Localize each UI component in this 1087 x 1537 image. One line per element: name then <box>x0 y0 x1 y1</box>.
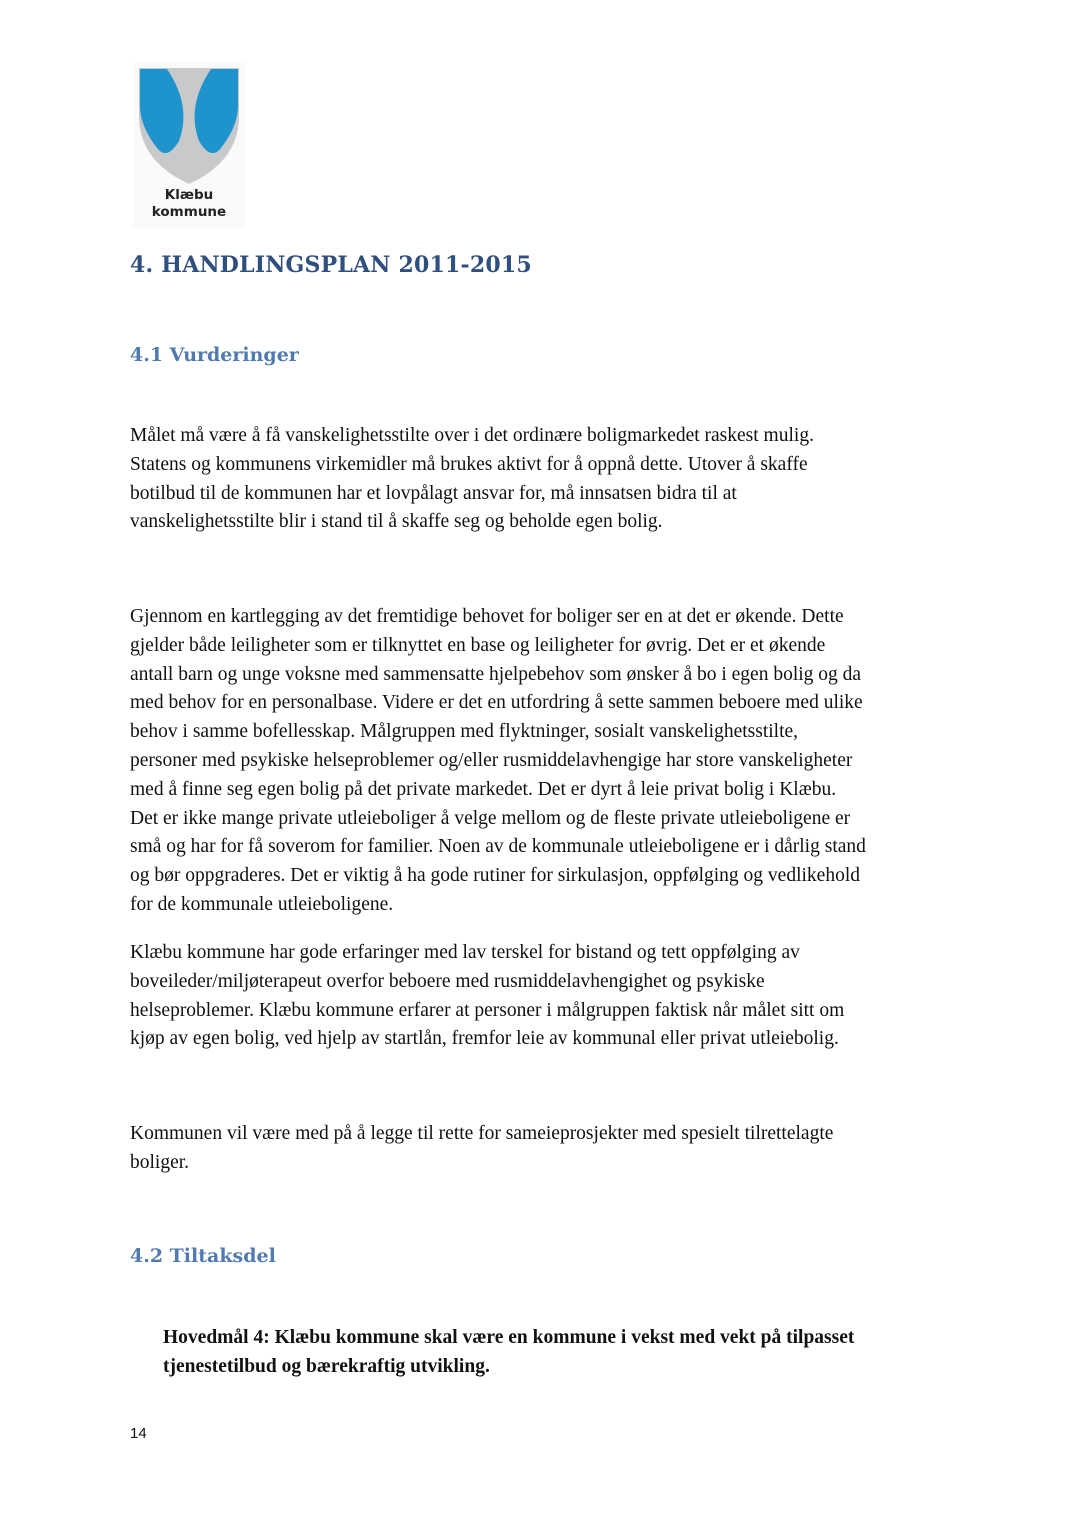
paragraph-line: Det er ikke mange private utleieboliger å velge mellom og de fleste private utleieboligene er <box>130 807 851 829</box>
paragraph-line: for de kommunale utleieboligene. <box>130 893 394 915</box>
paragraph-3 <box>130 939 970 1054</box>
paragraph-line: kjøp av egen bolig, ved hjelp av startlån, fremfor leie av kommunal eller privat utleiebolig. <box>130 1028 839 1050</box>
paragraph-2 <box>130 603 970 920</box>
paragraph-line: Kommunen vil være med på å legge til rette for sameieprosjekter med spesielt tilrettelagte <box>130 1123 834 1144</box>
logo-text-line2: kommune <box>151 204 227 220</box>
paragraph-line: vanskelighetsstilte blir i stand til å skaffe seg og beholde egen bolig. <box>130 511 663 533</box>
section-heading-tiltaksdel: 4.2 Tiltaksdel <box>130 1245 276 1267</box>
goal-line: Hovedmål 4: Klæbu kommune skal være en kommune i vekst med vekt på tilpasset <box>163 1327 855 1348</box>
goal-line: tjenestetilbud og bærekraftig utvikling. <box>163 1356 490 1377</box>
paragraph-line: boliger. <box>130 1151 190 1173</box>
paragraph-line: Målet må være å få vanskelighetsstilte over i det ordinære boligmarkedet raskest mulig. <box>130 425 814 446</box>
chapter-heading: 4. HANDLINGSPLAN 2011-2015 <box>130 252 532 278</box>
logo-text-line1: Klæbu <box>164 187 214 203</box>
section-heading-vurderinger: 4.1 Vurderinger <box>130 344 299 366</box>
paragraph-line: Gjennom en kartlegging av det fremtidige behovet for boliger ser en at det er økende. Dette <box>130 606 844 627</box>
paragraph-line: botilbud til de kommunen har et lovpålagt ansvar for, må innsatsen bidra til at <box>130 482 737 504</box>
paragraph-line: behov i samme bofellesskap. Målgruppen med flyktninger, sosialt vanskelighetsstilte, <box>130 721 799 743</box>
paragraph-line: og bør oppgraderes. Det er viktig å ha gode rutiner for sirkulasjon, oppfølging og vedlikehold <box>130 865 860 887</box>
main-goal-statement <box>163 1323 973 1381</box>
paragraph-line: små og har for få soverom for familier. Noen av de kommunale utleieboligene er i dårlig stand <box>130 836 866 858</box>
page-number: 14 <box>130 1425 147 1442</box>
paragraph-line: med å finne seg egen bolig på det private markedet. Det er dyrt å leie privat bolig i Klæbu. <box>130 778 837 800</box>
paragraph-line: personer med psykiske helseproblemer og/eller rusmiddelavhengige har store vanskeligheter <box>130 749 853 771</box>
paragraph-line: antall barn og unge voksne med sammensatte hjelpebehov som ønsker å bo i egen bolig og da <box>130 663 862 685</box>
paragraph-line: helseproblemer. Klæbu kommune erfarer at personer i målgruppen faktisk når målet sitt om <box>130 999 845 1021</box>
paragraph-line: boveileder/miljøterapeut overfor beboere med rusmiddelavhengighet og psykiske <box>130 970 765 992</box>
paragraph-line: gjelder både leiligheter som er tilknyttet en base og leiligheter for øvrig. Det er et økende <box>130 634 826 656</box>
coat-of-arms-icon <box>137 66 241 186</box>
paragraph-1 <box>130 422 970 537</box>
paragraph-line: Klæbu kommune har gode erfaringer med lav terskel for bistand og tett oppfølging av <box>130 942 800 963</box>
paragraph-line: med behov for en personalbase. Videre er det en utfordring å sette sammen beboere med ulike <box>130 692 863 714</box>
klaebu-kommune-logo <box>133 62 245 228</box>
paragraph-4 <box>130 1120 970 1178</box>
paragraph-line: Statens og kommunens virkemidler må brukes aktivt for å oppnå dette. Utover å skaffe <box>130 453 808 475</box>
